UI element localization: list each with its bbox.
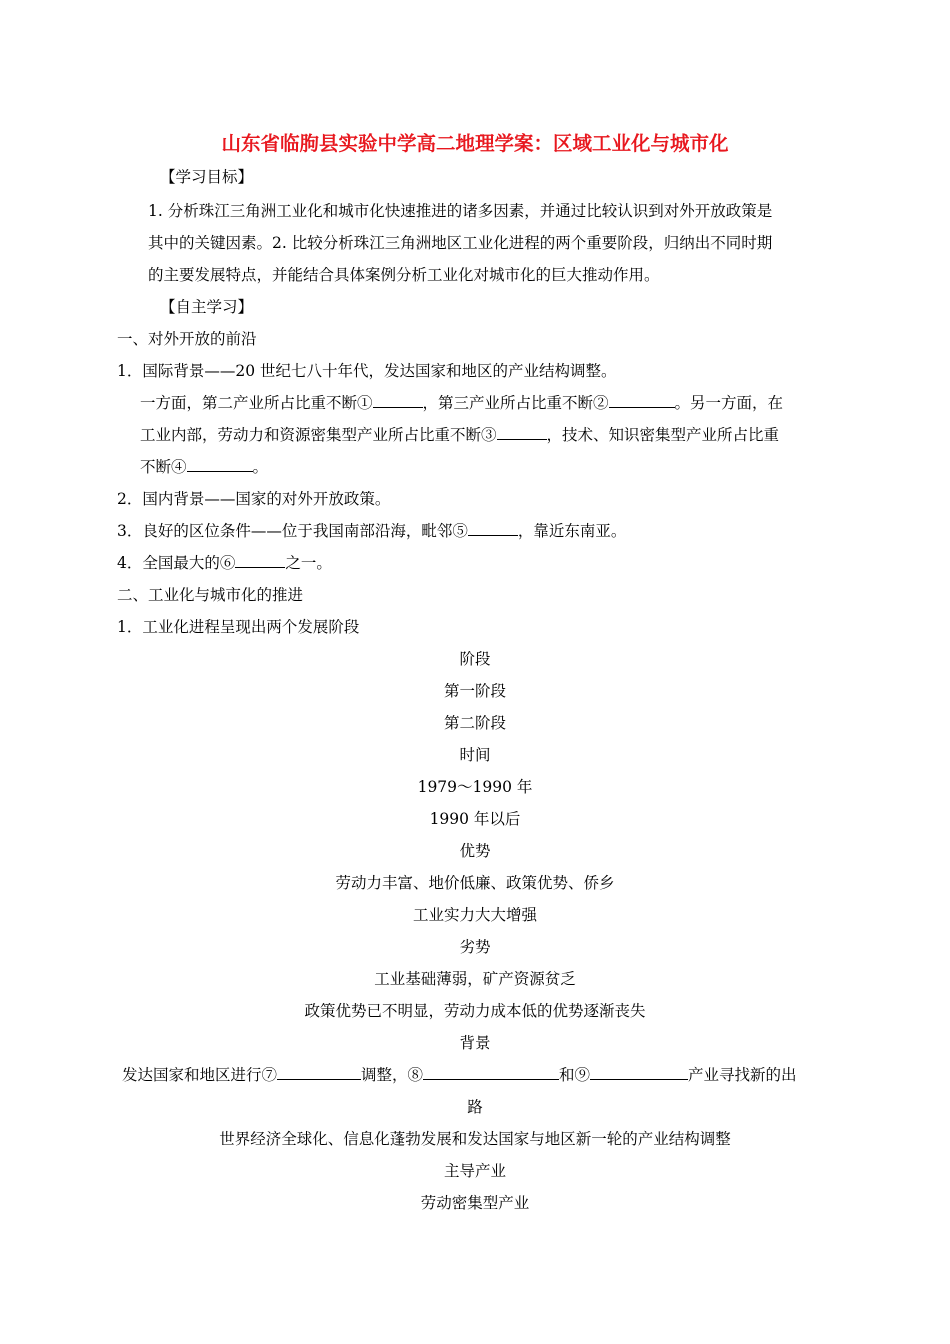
text-fragment: 之一。	[285, 554, 332, 572]
text-fragment: ，第三产业所占比重不断②	[422, 394, 609, 412]
text-fragment: 。	[252, 458, 269, 476]
blank-3[interactable]	[497, 425, 547, 440]
text-fragment: 4．全国最大的⑥	[117, 554, 236, 572]
self-study-header: 【自主学习】	[160, 298, 254, 316]
table-cell: 第二阶段	[443, 714, 506, 732]
section-1-item-2: 2．国内背景——国家的对外开放政策。	[117, 490, 391, 508]
text-fragment: 。另一方面	[674, 394, 753, 412]
text-fragment: 出两个发展阶段	[250, 618, 360, 636]
blank-4[interactable]	[187, 457, 253, 472]
objectives-line-3: 的主要发展特点，并能结合具体案例分析工业化对城市化的巨大推动作用。	[148, 266, 660, 284]
table-cell: 政策优势已不明显，劳动力成本低的优势逐渐丧失	[304, 1002, 646, 1020]
table-cell: 主导产业	[443, 1162, 506, 1180]
section-2-heading: 二、工业化与城市化的推进	[117, 586, 304, 604]
text-fragment: 产业寻找新的出	[688, 1066, 797, 1084]
table-cell: 劣势	[459, 938, 491, 956]
blank-7[interactable]	[277, 1065, 361, 1080]
blank-8[interactable]	[423, 1065, 559, 1080]
section-1-item-1-line-4	[140, 456, 268, 478]
section-2-item-1	[117, 616, 359, 638]
section-1-heading: 一、对外开放的前沿	[117, 330, 257, 348]
blank-5[interactable]	[468, 521, 518, 536]
objectives-line-2: 其中的关键因素。2. 比较分析珠江三角洲地区工业化进程的两个重要阶段，归纳出不同时期	[148, 234, 773, 252]
text-fragment: 工业内部，劳动力和资源密集型产业所占比重不断③	[140, 426, 497, 444]
blank-6[interactable]	[235, 553, 285, 568]
table-cell: 时间	[459, 746, 491, 764]
text-fragment: 化蓬勃发展和发达国家与地区新一轮的产业结构调整	[374, 1130, 731, 1148]
table-cell: 工业实力大大增强	[412, 906, 537, 924]
table-cell: 背景	[459, 1034, 491, 1052]
text-fragment: 不断④	[140, 458, 187, 476]
objectives-header: 【学习目标】	[160, 168, 254, 186]
page-title: 山东省临朐县实验中学高二地理学案：区域工业化与城市化	[221, 132, 729, 155]
text-fragment: 3．良好的区位条件——位于我国南部沿海，毗邻⑤	[117, 522, 468, 540]
table-cell: 路	[467, 1098, 483, 1116]
blank-2[interactable]	[609, 393, 675, 408]
text-fragment: ，在	[752, 394, 784, 412]
table-cell: 劳动密集型产业	[420, 1194, 530, 1212]
table-cell	[0, 1128, 950, 1150]
section-1-item-1-line-2	[140, 392, 783, 414]
text-fragment: 和⑨	[559, 1066, 591, 1084]
table-cell: 劳动力丰富、地价低廉、政策优势、侨乡	[335, 874, 615, 892]
table-cell: 1979～1990 年	[417, 778, 533, 796]
section-1-item-3	[117, 520, 626, 542]
table-cell: 1990 年以后	[429, 810, 521, 828]
section-1-item-1: 1．国际背景——20 世纪七八十年代，发达国家和地区的产业结构调整。	[117, 362, 617, 380]
table-cell: 工业基础薄弱，矿产资源贫乏	[374, 970, 576, 988]
text-fragment: ，技术、知识密集型产业所占比重	[546, 426, 780, 444]
text-fragment: 1．工业化进程呈现	[117, 618, 251, 636]
text-fragment: 世界经济全球化、信息	[219, 1130, 375, 1148]
table-cell: 第一阶段	[443, 682, 506, 700]
section-1-item-1-line-3	[140, 424, 779, 446]
table-cell-background	[122, 1064, 797, 1086]
table-cell: 阶段	[459, 650, 491, 668]
text-fragment: 一方面，第二产业所占比重不断①	[140, 394, 373, 412]
text-fragment: ，靠近东南亚。	[517, 522, 627, 540]
blank-1[interactable]	[373, 393, 423, 408]
table-cell: 优势	[459, 842, 491, 860]
section-1-item-4	[117, 552, 332, 574]
objectives-line-1: 1. 分析珠江三角洲工业化和城市化快速推进的诸多因素，并通过比较认识到对外开放政策是	[148, 202, 773, 220]
text-fragment: 调整，⑧	[361, 1066, 424, 1084]
text-fragment: 发达国家和地区进行⑦	[122, 1066, 278, 1084]
blank-9[interactable]	[590, 1065, 688, 1080]
